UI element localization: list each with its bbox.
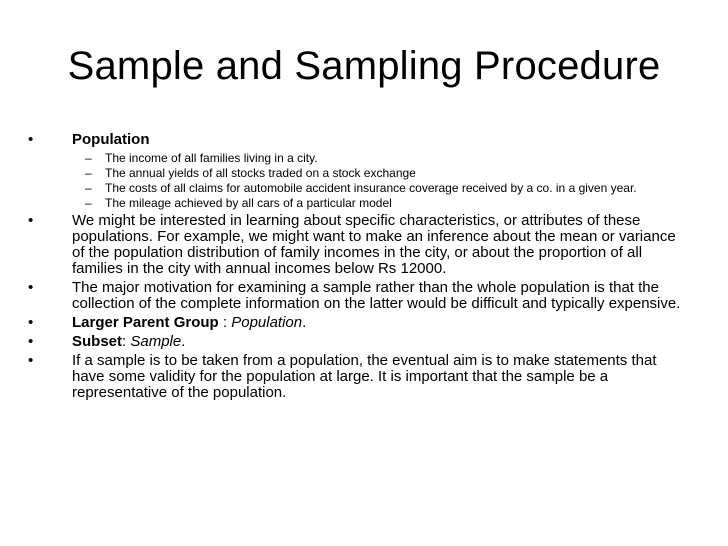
bullet-mark: • <box>28 352 34 369</box>
bullet-mark: • <box>28 212 34 229</box>
bullet-subset: • Subset: Sample. <box>28 333 186 350</box>
dash-mark: – <box>85 151 92 165</box>
bullet-larger-group: • Larger Parent Group : Population. <box>28 314 307 331</box>
bullet-mark: • <box>28 279 34 296</box>
slide-title: Sample and Sampling Procedure <box>67 44 661 88</box>
dash-mark: – <box>85 181 92 195</box>
slide-body <box>0 132 728 404</box>
bullet-mark: • <box>28 333 34 350</box>
population-examples <box>72 152 688 210</box>
motivation-text: The major motivation for examining a sample rather than the whole population is that the collection of the complete information on the latter would be difficult and typically expensive. <box>72 279 681 312</box>
population-example-item: – The mileage achieved by all cars of a particular model <box>85 196 392 210</box>
bullet-population <box>0 132 728 210</box>
subset-label: Subset <box>72 333 123 350</box>
bullet-interest <box>0 213 728 277</box>
population-example-item: – The costs of all claims for automobile accident insurance coverage received by a co. in a given year. <box>85 181 637 195</box>
dash-mark: – <box>85 196 92 210</box>
population-example-item: – The annual yields of all stocks traded on a stock exchange <box>85 166 416 180</box>
population-label: Population <box>72 131 150 148</box>
interest-text: We might be interested in learning about specific characteristics, or attributes of these populations. For example, we might want to make an inference about the mean or variance of the population distribution of family incomes in the city, or about the proportion of all families in the city with annual incomes below Rs 12000. <box>72 212 676 277</box>
larger-group-label: Larger Parent Group <box>72 314 219 331</box>
dash-mark: – <box>85 166 92 180</box>
larger-group-value: Population <box>231 314 303 331</box>
bullet-mark: • <box>28 131 34 148</box>
bullet-aim <box>0 353 728 401</box>
population-example-item: – The income of all families living in a city. <box>85 151 318 165</box>
aim-text: If a sample is to be taken from a population, the eventual aim is to make statements that have some validity for the population at large. It is important that the sample be a representative of the population. <box>72 352 657 401</box>
bullet-mark: • <box>28 314 34 331</box>
bullet-motivation <box>0 280 728 312</box>
subset-value: Sample <box>130 333 182 350</box>
